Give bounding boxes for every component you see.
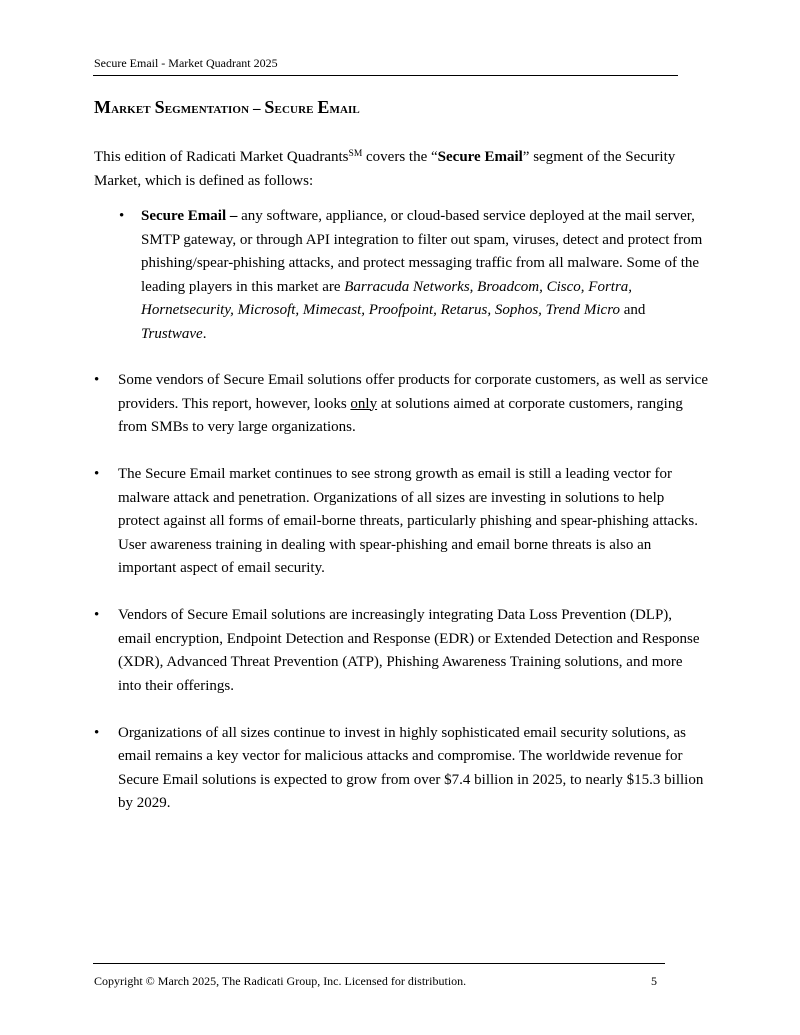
list-item — [94, 463, 709, 581]
list-item-text: Vendors of Secure Email solutions are increasingly integrating Data Loss Prevention (DLP), email encryption, Endpoint Detection and Response (EDR) or Extended Detection and Response (XDR), Advanced Threat Prevention (ATP), Phishing Awareness Training solutions, and more into their offerings. — [118, 607, 700, 694]
title-initial: E — [317, 97, 330, 117]
page-number: 5 — [651, 974, 657, 988]
emphasis-underline: only — [350, 395, 378, 412]
title-fragment: arket — [111, 101, 155, 117]
vendor-name: Trustwave — [141, 325, 203, 342]
title-fragment: egmentation – — [164, 101, 265, 117]
list-item-text: The Secure Email market continues to see strong growth as email is still a leading vector for malware attack and penetration. Organizations of all sizes are investing in solutions to help protect against all forms of email-borne threats, particularly phishing and spear-phishing attacks. User awareness training in dealing with spear-phishing and email borne threats is also an important aspect of email security. — [118, 466, 698, 576]
intro-paragraph — [94, 146, 709, 193]
bullet-marker: • — [119, 208, 125, 224]
title-initial: S — [154, 97, 165, 117]
title-fragment: ecure — [274, 101, 318, 117]
copyright-notice: Copyright © March 2025, The Radicati Group, Inc. Licensed for distribution. — [94, 974, 467, 988]
bullet-marker: • — [94, 372, 100, 388]
definition-text: any software, appliance, or cloud-based service deployed at the mail server, SMTP gateway, or through API integration to filter out spam, viruses, detect and protect from phishing/spear-phishing attacks, and protect messaging traffic from all malware. Some of the leading players in this market are — [141, 208, 703, 295]
header-rule — [93, 75, 678, 76]
section-title — [94, 96, 360, 120]
list-item-text: at solutions aimed at corporate customers, ranging from SMBs to very large organizations. — [118, 395, 683, 435]
vendor-list: Barracuda Networks, Broadcom, Cisco, Fortra, Hornetsecurity, Microsoft, Mimecast, Proofpoint, Retarus, Sophos, Trend Micro — [141, 278, 633, 318]
definition-item — [119, 205, 709, 346]
definition-text: and — [620, 302, 646, 318]
title-initial: M — [94, 97, 112, 117]
list-item-text: Organizations of all sizes continue to invest in highly sophisticated email security solutions, as email remains a key vector for malicious attacks and compromise. The worldwide revenue for Secure Email solutions is expected to grow from over $7.4 billion in 2025, to nearly $15.3 billion by 2029. — [118, 724, 704, 811]
footer-rule — [93, 963, 665, 964]
bullet-marker: • — [94, 724, 100, 741]
title-fragment: mail — [329, 101, 360, 117]
list-item — [94, 369, 709, 440]
service-mark: SM — [348, 149, 363, 159]
list-item — [94, 722, 709, 816]
bullet-marker: • — [94, 607, 100, 623]
segment-name: Secure Email — [437, 149, 523, 165]
definition-term: Secure Email – — [141, 208, 238, 224]
bullet-marker: • — [94, 466, 100, 482]
bullet-list — [94, 369, 709, 816]
intro-text: ” segment of the Security Market, which is defined as follows: — [94, 149, 676, 189]
intro-text: This edition of Radicati Market Quadrants — [94, 149, 349, 165]
running-header: Secure Email - Market Quadrant 2025 — [94, 56, 278, 70]
title-initial: S — [264, 97, 275, 117]
list-item-text: Some vendors of Secure Email solutions offer products for corporate customers, as well as service providers. This report, however, looks — [118, 372, 708, 412]
definition-text: . — [202, 325, 207, 342]
list-item — [94, 604, 709, 698]
body-content — [94, 146, 709, 839]
intro-text: covers the “ — [362, 149, 438, 165]
definition-list — [94, 205, 709, 346]
